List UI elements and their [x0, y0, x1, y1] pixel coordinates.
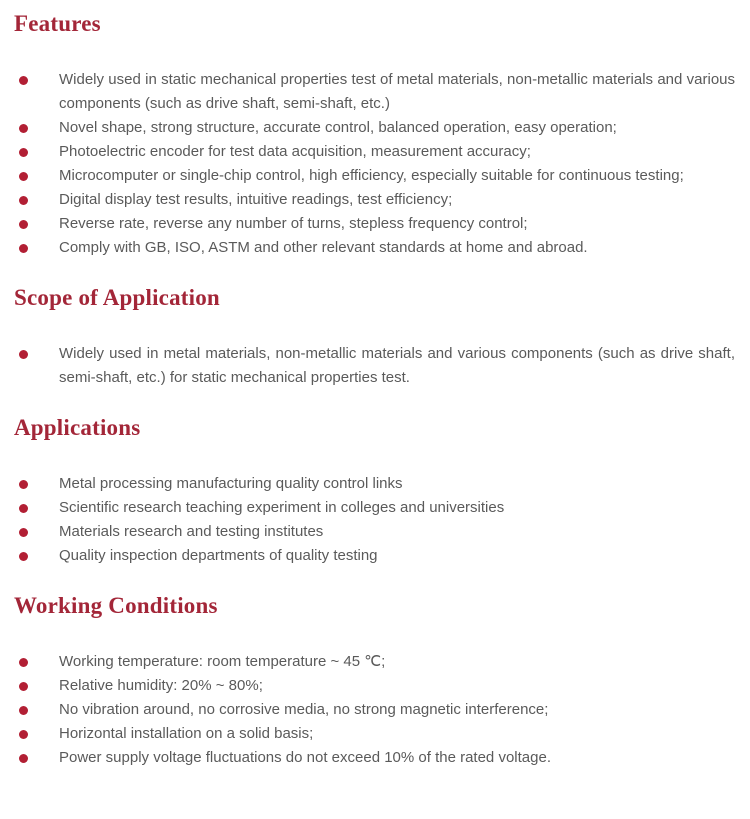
list-item-text: No vibration around, no corrosive media, no strong magnetic interference;: [59, 701, 549, 718]
working-conditions-bullet-list: [14, 650, 735, 770]
bullet-icon: [19, 244, 28, 253]
bullet-icon: [19, 504, 28, 513]
list-item: [14, 472, 735, 496]
list-item: [14, 116, 735, 140]
list-item-text: Metal processing manufacturing quality control links: [59, 475, 403, 492]
list-item-text: Widely used in static mechanical properties test of metal materials, non-metallic materials and various components (such as drive shaft, semi-shaft, etc.): [59, 71, 735, 112]
list-item: [14, 544, 735, 568]
list-item-text: Materials research and testing institutes: [59, 523, 324, 540]
section-title-working-conditions: Working Conditions: [14, 593, 218, 618]
bullet-icon: [19, 480, 28, 489]
list-item: [14, 164, 735, 188]
list-item-text: Horizontal installation on a solid basis;: [59, 725, 314, 742]
section-working-conditions: [14, 594, 735, 770]
bullet-icon: [19, 552, 28, 561]
list-item: [14, 650, 735, 674]
section-features: [14, 12, 735, 260]
bullet-icon: [19, 706, 28, 715]
section-title-scope-of-application: Scope of Application: [14, 285, 220, 310]
section-scope-of-application: [14, 286, 735, 390]
bullet-icon: [19, 196, 28, 205]
list-item: [14, 140, 735, 164]
list-item-text: Scientific research teaching experiment in colleges and universities: [59, 499, 505, 516]
list-item: [14, 342, 735, 390]
list-item: [14, 722, 735, 746]
list-item: [14, 236, 735, 260]
bullet-icon: [19, 172, 28, 181]
list-item-text: Power supply voltage fluctuations do not exceed 10% of the rated voltage.: [59, 749, 551, 766]
applications-bullet-list: [14, 472, 735, 568]
section-applications: [14, 416, 735, 568]
features-bullet-list: [14, 68, 735, 260]
bullet-icon: [19, 658, 28, 667]
list-item-text: Working temperature: room temperature ~ 45 ℃;: [59, 653, 386, 670]
bullet-icon: [19, 220, 28, 229]
list-item-text: Novel shape, strong structure, accurate control, balanced operation, easy operation;: [59, 119, 617, 136]
list-item-text: Quality inspection departments of quality testing: [59, 547, 378, 564]
list-item-text: Photoelectric encoder for test data acquisition, measurement accuracy;: [59, 143, 531, 160]
list-item: [14, 520, 735, 544]
bullet-icon: [19, 754, 28, 763]
list-item-text: Comply with GB, ISO, ASTM and other relevant standards at home and abroad.: [59, 239, 588, 256]
list-item-text: Microcomputer or single-chip control, high efficiency, especially suitable for continuous testing;: [59, 167, 684, 184]
bullet-icon: [19, 76, 28, 85]
bullet-icon: [19, 528, 28, 537]
list-item: [14, 746, 735, 770]
bullet-icon: [19, 350, 28, 359]
list-item-text: Digital display test results, intuitive readings, test efficiency;: [59, 191, 453, 208]
list-item: [14, 212, 735, 236]
bullet-icon: [19, 148, 28, 157]
list-item-text: Relative humidity: 20% ~ 80%;: [59, 677, 263, 694]
bullet-icon: [19, 124, 28, 133]
list-item: [14, 68, 735, 116]
bullet-icon: [19, 730, 28, 739]
bullet-icon: [19, 682, 28, 691]
section-title-applications: Applications: [14, 415, 141, 440]
list-item: [14, 188, 735, 212]
list-item: [14, 496, 735, 520]
list-item-text: Reverse rate, reverse any number of turns, stepless frequency control;: [59, 215, 528, 232]
scope-bullet-list: [14, 342, 735, 390]
list-item: [14, 698, 735, 722]
list-item-text: Widely used in metal materials, non-metallic materials and various components (such as drive shaft, semi-shaft, etc.) for static mechanical properties test.: [59, 345, 735, 386]
section-title-features: Features: [14, 11, 101, 36]
list-item: [14, 674, 735, 698]
